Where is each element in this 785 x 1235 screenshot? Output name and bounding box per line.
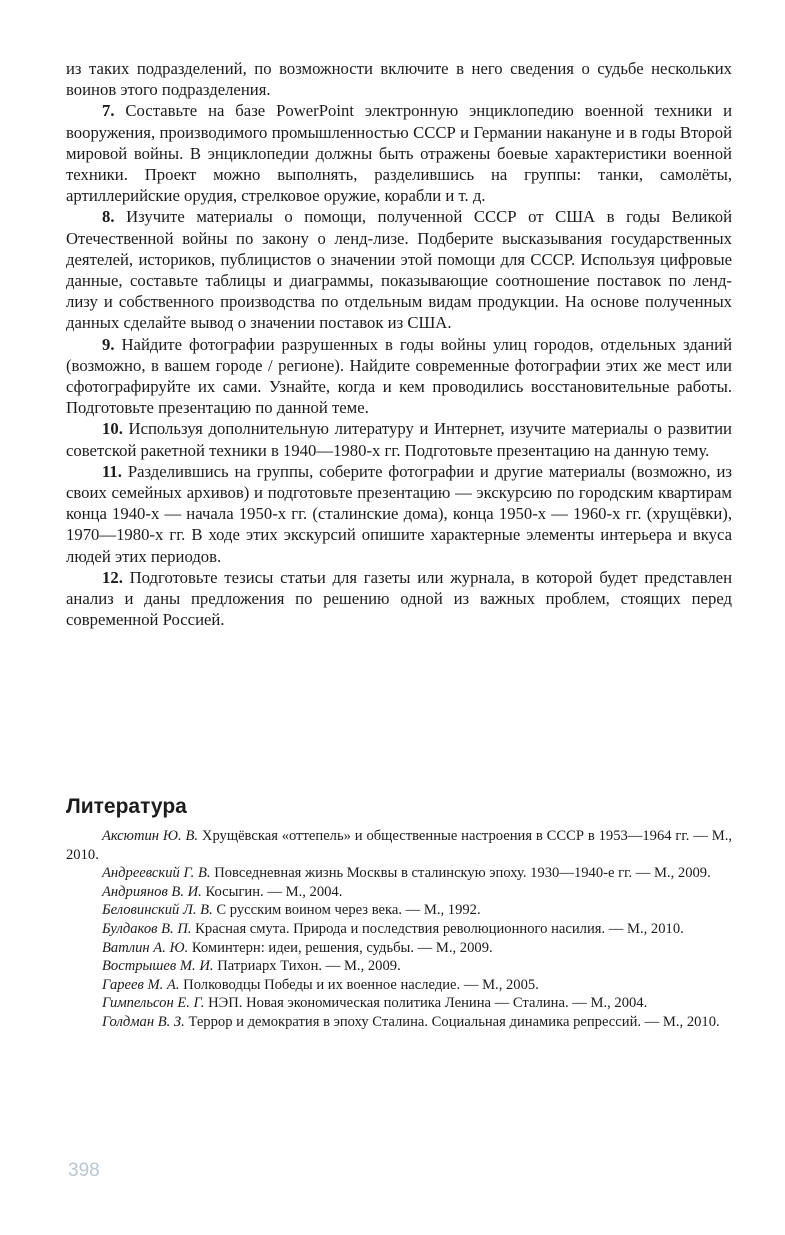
literature-item [66, 901, 732, 920]
literature-title: Коминтерн: идеи, решения, судьбы. — М., 2009. [191, 939, 493, 956]
task-number: 9. [102, 334, 115, 354]
literature-title: Повседневная жизнь Москвы в сталинскую эпоху. 1930—1940-е гг. — М., 2009. [214, 865, 711, 882]
task-text: Найдите фотографии разрушенных в годы войны улиц городов, отдельных зданий (возможно, в вашем городе / регионе). Найдите современные фотографии этих же мест или сфотографируйте их сами. Узнайте, когда и кем проводились восстановительные работы. Подготовьте презентацию по данной теме. [66, 334, 732, 418]
literature-item [66, 827, 732, 864]
task-8 [66, 206, 732, 333]
literature-author: Вострышев М. И. [102, 958, 214, 975]
literature-author: Ватлин А. Ю. [102, 939, 189, 956]
literature-title: НЭП. Новая экономическая политика Ленина — Сталина. — М., 2004. [208, 995, 648, 1012]
literature-author: Гимпельсон Е. Г. [102, 995, 205, 1012]
literature-title: С русским воином через века. — М., 1992. [216, 902, 481, 919]
task-text: Используя дополнительную литературу и Интернет, изучите материалы о развитии советской ракетной техники в 1940—1980-х гг. Подготовьте презентацию на данную тему. [66, 419, 732, 460]
tasks-section [66, 58, 732, 630]
task-text: Разделившись на группы, соберите фотографии и другие материалы (возможно, из своих семейных архивов) и подготовьте презентацию — экскурсию по городским квартирам конца 1940-х — начала 1950-х гг. (сталинские дома), конца 1950-х — 1960-х гг. (хрущёвки), 1970—1980-х гг. В ходе этих экскурсий опишите характерные элементы интерьера и вкуса людей этих периодов. [66, 461, 732, 566]
literature-title: Террор и демократия в эпоху Сталина. Социальная динамика репрессий. — М., 2010. [188, 1013, 720, 1030]
task-text: Составьте на базе PowerPoint электронную энциклопедию военной техники и вооружения, производимого промышленностью СССР и Германии накануне и в годы Второй мировой войны. В энциклопедии должны быть отражены боевые характеристики военной техники. Проект можно выполнять, разделившись на группы: танки, самолёты, артиллерийские орудия, стрелковое оружие, корабли и т. д. [66, 101, 733, 206]
literature-item [66, 939, 732, 958]
literature-title: Патриарх Тихон. — М., 2009. [217, 958, 401, 975]
literature-title: Полководцы Победы и их военное наследие. — М., 2005. [183, 976, 539, 993]
task-number: 12. [102, 567, 123, 587]
literature-item [66, 864, 732, 883]
literature-author: Аксютин Ю. В. [102, 828, 199, 844]
task-10 [66, 418, 732, 460]
task-9 [66, 334, 732, 419]
literature-author: Булдаков В. П. [102, 920, 192, 937]
task-11 [66, 461, 732, 567]
literature-item [66, 1013, 732, 1032]
page-number: 398 [68, 1160, 100, 1181]
task-12 [66, 567, 732, 631]
literature-title: Хрущёвская «оттепель» и общественные настроения в СССР в 1953—1964 гг. — М., 2010. [66, 828, 732, 863]
literature-author: Голдман В. З. [102, 1013, 185, 1030]
intro-paragraph: из таких подразделений, по возможности включите в него сведения о судьбе нескольких воинов этого подразделения. [66, 59, 732, 100]
literature-author: Андриянов В. И. [102, 883, 202, 900]
literature-item [66, 920, 732, 939]
task-7 [66, 100, 732, 206]
task-number: 10. [102, 419, 123, 439]
task-text: Изучите материалы о помощи, полученной СССР от США в годы Великой Отечественной войны по закону о ленд-лизе. Подберите высказывания государственных деятелей, историков, публицистов о значении этой помощи для СССР. Используя цифровые данные, составьте таблицы и диаграммы, показывающие соотношение поставок по ленд-лизу и собственного производства по отдельным видам продукции. На основе полученных данных сделайте вывод о значении поставок из США. [66, 207, 732, 333]
literature-item [66, 994, 732, 1013]
task-number: 7. [102, 101, 115, 121]
task-number: 8. [102, 207, 115, 227]
literature-list [66, 827, 732, 1032]
literature-title: Косыгин. — М., 2004. [205, 883, 343, 900]
literature-item [66, 976, 732, 995]
literature-item [66, 957, 732, 976]
literature-item [66, 883, 732, 902]
task-text: Подготовьте тезисы статьи для газеты или журнала, в которой будет представлен анализ и даны предложения по решению одной из важных проблем, стоящих перед современной Россией. [66, 567, 732, 630]
literature-author: Андреевский Г. В. [102, 865, 211, 882]
literature-author: Гареев М. А. [102, 976, 180, 993]
literature-author: Беловинский Л. В. [102, 902, 213, 919]
task-number: 11. [102, 461, 122, 481]
literature-title: Красная смута. Природа и последствия революционного насилия. — М., 2010. [195, 920, 684, 937]
literature-heading: Литература [66, 795, 187, 818]
